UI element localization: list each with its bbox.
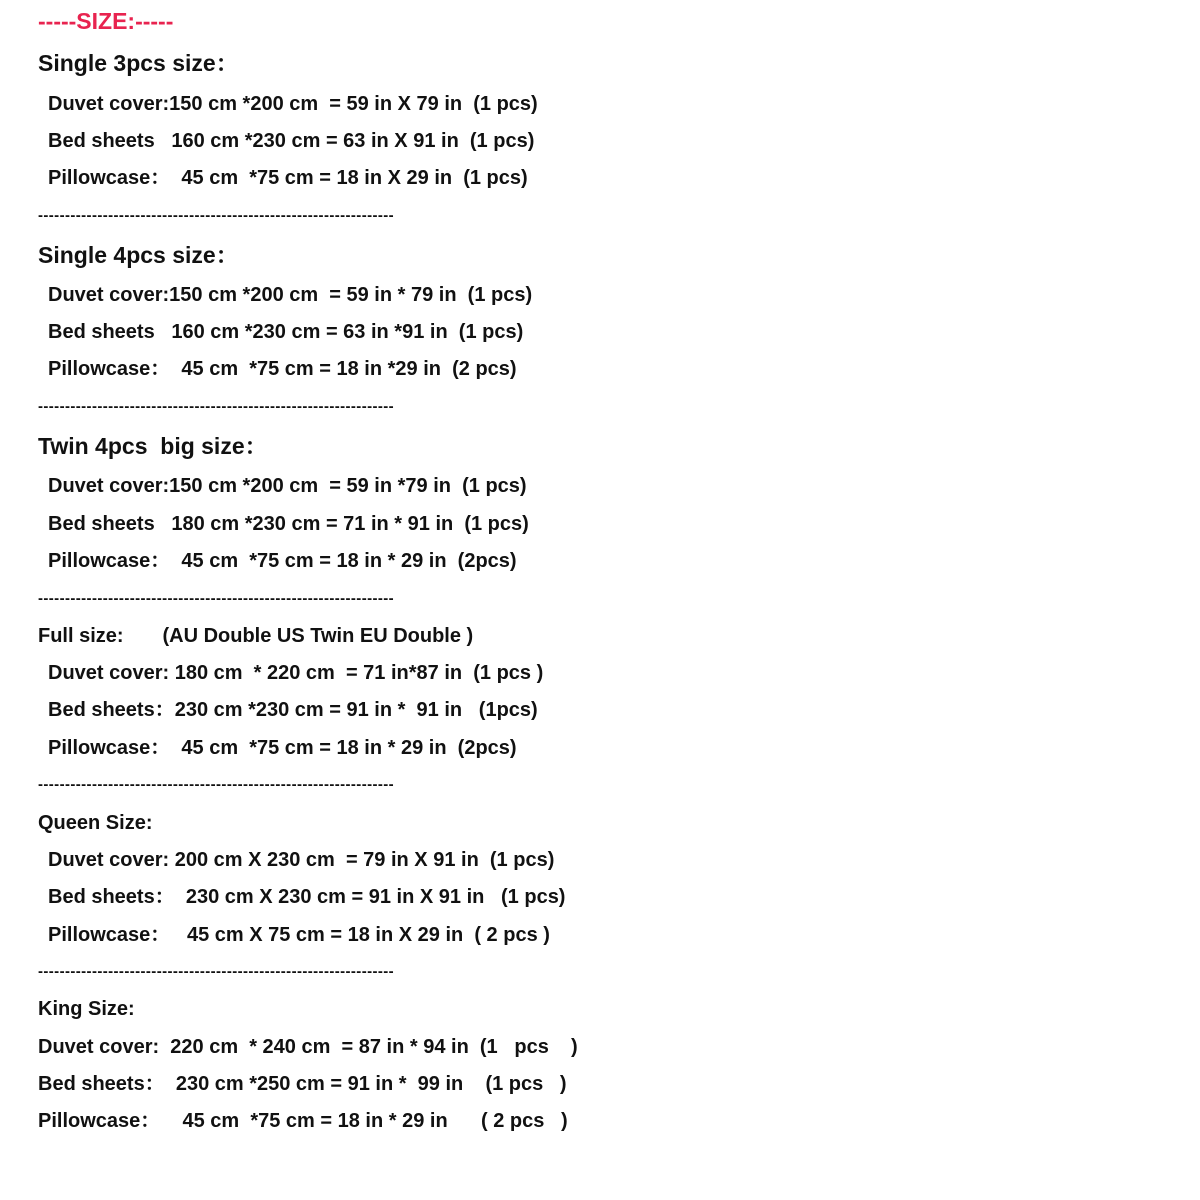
section-title-queen-size: Queen Size: — [38, 812, 153, 834]
spec-line-duvet-cover: Duvet cover:150 cm *200 cm = 59 in X 79 in (1 pcs) — [48, 93, 538, 115]
spec-line-duvet-cover: Duvet cover: 180 cm * 220 cm = 71 in*87 in (1 pcs ) — [48, 662, 544, 684]
size-heading: -----SIZE:----- — [38, 8, 174, 34]
spec-line-duvet-cover: Duvet cover:150 cm *200 cm = 59 in *79 in (1 pcs) — [48, 475, 527, 497]
spec-line-pillowcase: Pillowcase： 45 cm X 75 cm = 18 in X 29 in ( 2 pcs ) — [48, 924, 550, 946]
section-title-single-3pcs: Single 3pcs size： — [38, 50, 239, 76]
section-divider: ------------------------------------------------------------------ — [38, 776, 395, 793]
section-title-king-size: King Size: — [38, 998, 135, 1020]
spec-line-pillowcase: Pillowcase： 45 cm *75 cm = 18 in * 29 in (2pcs) — [48, 550, 517, 572]
spec-line-duvet-cover: Duvet cover:150 cm *200 cm = 59 in * 79 in (1 pcs) — [48, 284, 533, 306]
section-title-full-size: Full size: (AU Double US Twin EU Double ) — [38, 625, 474, 647]
spec-line-duvet-cover: Duvet cover: 200 cm X 230 cm = 79 in X 91 in (1 pcs) — [48, 849, 555, 871]
section-divider: ------------------------------------------------------------------ — [38, 398, 395, 415]
spec-line-duvet-cover: Duvet cover: 220 cm * 240 cm = 87 in * 94 in (1 pcs ) — [38, 1036, 578, 1058]
section-divider: ------------------------------------------------------------------ — [38, 963, 395, 980]
spec-line-pillowcase: Pillowcase： 45 cm *75 cm = 18 in X 29 in (1 pcs) — [48, 167, 528, 189]
spec-line-bed-sheets: Bed sheets： 230 cm X 230 cm = 91 in X 91 in (1 pcs) — [48, 886, 566, 908]
spec-line-bed-sheets: Bed sheets 180 cm *230 cm = 71 in * 91 in (1 pcs) — [48, 513, 529, 535]
section-divider: ------------------------------------------------------------------ — [38, 590, 395, 607]
section-title-twin-4pcs-big: Twin 4pcs big size： — [38, 433, 268, 459]
spec-line-pillowcase: Pillowcase： 45 cm *75 cm = 18 in * 29 in ( 2 pcs ) — [38, 1110, 568, 1132]
spec-line-bed-sheets: Bed sheets：230 cm *230 cm = 91 in * 91 in (1pcs) — [48, 699, 538, 721]
spec-line-bed-sheets: Bed sheets 160 cm *230 cm = 63 in X 91 in (1 pcs) — [48, 130, 535, 152]
section-divider: ------------------------------------------------------------------ — [38, 207, 395, 224]
spec-line-pillowcase: Pillowcase： 45 cm *75 cm = 18 in * 29 in (2pcs) — [48, 737, 517, 759]
spec-line-bed-sheets: Bed sheets 160 cm *230 cm = 63 in *91 in (1 pcs) — [48, 321, 524, 343]
spec-line-bed-sheets: Bed sheets： 230 cm *250 cm = 91 in * 99 in (1 pcs ) — [38, 1073, 567, 1095]
section-title-single-4pcs: Single 4pcs size： — [38, 242, 239, 268]
spec-line-pillowcase: Pillowcase： 45 cm *75 cm = 18 in *29 in (2 pcs) — [48, 358, 517, 380]
